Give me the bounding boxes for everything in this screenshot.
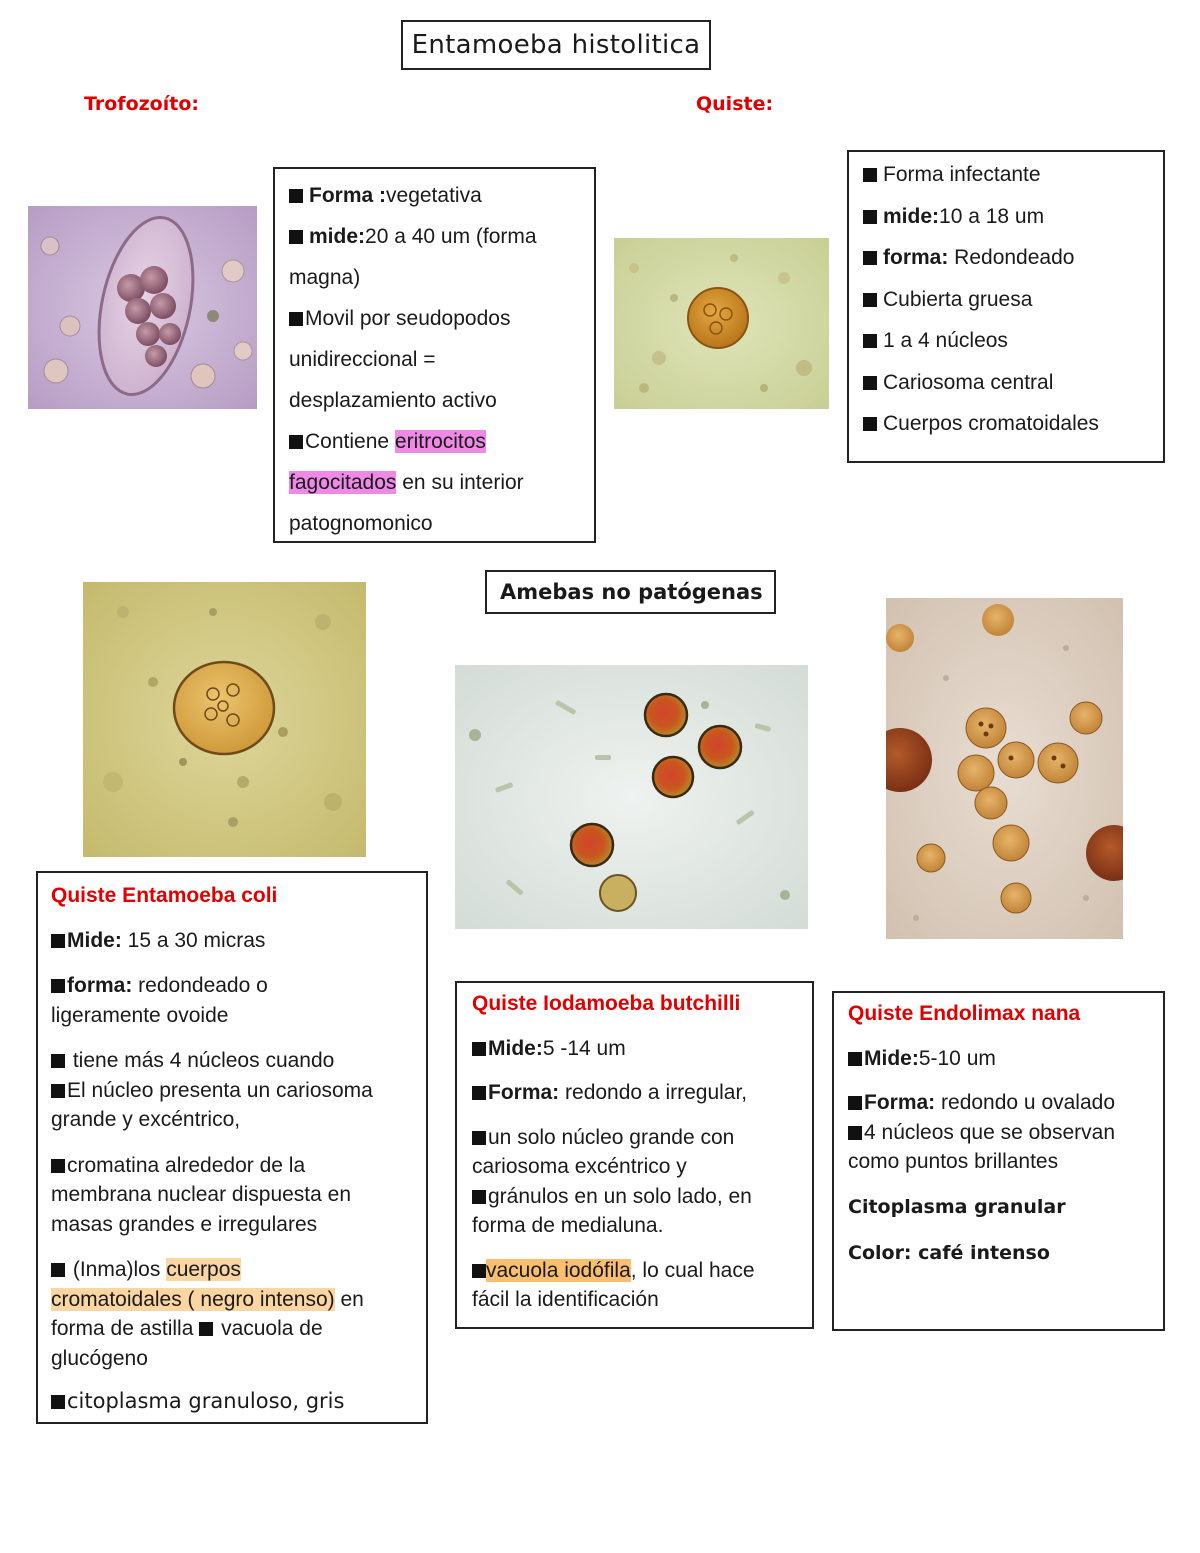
bullet-square-icon xyxy=(863,417,877,431)
bullet-square-icon xyxy=(472,1042,486,1056)
iod-vacuola-line xyxy=(472,1256,802,1286)
coli-forma-key: forma: xyxy=(67,974,133,997)
bullet-square-icon xyxy=(51,979,65,993)
coli-nucleo-line xyxy=(51,1076,416,1106)
bullet-square-icon xyxy=(848,1096,862,1110)
bullet-square-icon xyxy=(472,1086,486,1100)
endo-title: Quiste Endolimax nana xyxy=(848,1002,1081,1025)
trof-movil-line xyxy=(289,298,582,339)
iod-granulos-text: gránulos en un solo lado, en xyxy=(488,1184,752,1208)
quiste-line-2 xyxy=(863,196,1153,238)
coli-vacuola-text: vacuola de xyxy=(215,1317,323,1340)
coli-mide-value: 15 a 30 micras xyxy=(121,928,266,952)
trofozoito-label: Trofozoíto: xyxy=(84,93,199,115)
endo-mide-value: 5-10 um xyxy=(918,1046,996,1070)
trof-mide-line xyxy=(289,216,582,257)
quiste-line-5 xyxy=(863,320,1153,362)
bullet-square-icon xyxy=(863,293,877,307)
quiste-line-1 xyxy=(863,154,1153,196)
bullet-square-icon xyxy=(863,376,877,390)
coli-mide-line xyxy=(51,926,416,956)
coli-citoplasma-line xyxy=(51,1387,416,1417)
quiste-forma-infectante: Forma infectante xyxy=(883,163,1041,186)
iod-forma-line xyxy=(472,1078,802,1108)
iod-title: Quiste Iodamoeba butchilli xyxy=(472,992,741,1015)
coli-cromatoidales-highlight: cromatoidales ( negro intenso) xyxy=(51,1287,335,1311)
coli-mide-key: Mide: xyxy=(67,928,122,952)
endo-nucleos-line xyxy=(848,1118,1153,1148)
quiste-line-4 xyxy=(863,279,1153,321)
iod-vacuola-post: , lo cual hace xyxy=(630,1258,755,1282)
coli-cuerpos-pre: (Inma)los xyxy=(67,1258,167,1281)
trof-fagocitados-highlight: fagocitados xyxy=(289,471,397,494)
bullet-square-icon xyxy=(199,1322,213,1336)
amebas-no-patogenas-label xyxy=(485,570,776,614)
endo-nucleos-text: 4 núcleos que se observan xyxy=(864,1120,1116,1144)
bullet-square-icon xyxy=(51,1395,65,1409)
iod-vacuola-highlight: vacuola iodófila xyxy=(486,1258,631,1282)
page-title xyxy=(401,20,711,70)
quiste-label: Quiste: xyxy=(696,93,774,115)
endo-citoplasma-text: Citoplasma granular xyxy=(848,1195,1066,1218)
bullet-square-icon xyxy=(51,934,65,948)
trof-line-3: magna) xyxy=(289,266,361,289)
bullet-square-icon xyxy=(289,435,303,449)
coli-cuerpos-line xyxy=(51,1255,416,1285)
coli-astilla-text: forma de astilla xyxy=(51,1317,200,1340)
quiste-micrograph xyxy=(614,238,829,409)
trof-mide-value: 20 a 40 um (forma xyxy=(365,225,537,248)
trof-forma-value: vegetativa xyxy=(386,184,482,207)
coli-nucleos-text: tiene más 4 núcleos cuando xyxy=(67,1049,335,1072)
trof-contiene-text: Contiene xyxy=(305,430,395,453)
coli-forma-value-2: ligeramente ovoide xyxy=(51,1003,229,1027)
quiste-mide-key: mide: xyxy=(883,204,940,228)
bullet-square-icon xyxy=(848,1052,862,1066)
coli-cuerpos-highlight: cuerpos xyxy=(166,1258,241,1281)
trof-fagocitados-line xyxy=(289,462,582,503)
iodamoeba-box xyxy=(455,981,814,1329)
iod-forma-key: Forma: xyxy=(488,1081,560,1104)
iod-mide-line xyxy=(472,1034,802,1064)
trof-interior-text: en su interior xyxy=(396,471,524,494)
coli-title: Quiste Entamoeba coli xyxy=(51,884,278,907)
trofozoito-micrograph xyxy=(28,206,257,409)
quiste-cubierta: Cubierta gruesa xyxy=(883,287,1033,311)
bullet-square-icon xyxy=(289,230,303,244)
coli-cromatina-text: cromatina alrededor de la xyxy=(67,1153,306,1177)
endo-forma-key: Forma: xyxy=(864,1091,936,1114)
coli-astilla-line xyxy=(51,1314,416,1344)
trof-movil-text: Movil por seudopodos xyxy=(305,307,511,330)
trof-forma-line xyxy=(289,175,582,216)
quiste-forma-key: forma: xyxy=(883,246,949,269)
coli-cuerpos-post: en xyxy=(334,1287,364,1311)
page-title-text: Entamoeba histolitica xyxy=(411,30,701,60)
trof-forma-key: Forma : xyxy=(309,184,387,207)
iod-mide-value: 5 -14 um xyxy=(542,1036,626,1060)
trof-contiene-line xyxy=(289,421,582,462)
endolimax-micrograph xyxy=(886,598,1123,939)
bullet-square-icon xyxy=(472,1264,486,1278)
coli-forma-line xyxy=(51,971,416,1001)
bullet-square-icon xyxy=(848,1126,862,1140)
endo-forma-line xyxy=(848,1088,1153,1118)
bullet-square-icon xyxy=(863,168,877,182)
quiste-line-3 xyxy=(863,237,1153,279)
quiste-cuerpos: Cuerpos cromatoidales xyxy=(883,412,1099,435)
trof-line-9: patognomonico xyxy=(289,512,433,535)
bullet-square-icon xyxy=(863,251,877,265)
iod-forma-value: redondo a irregular, xyxy=(559,1081,748,1104)
bullet-square-icon xyxy=(289,312,303,326)
coli-cromatina-text-2: membrana nuclear dispuesta en xyxy=(51,1183,352,1206)
amebas-no-patogenas-text: Amebas no patógenas xyxy=(500,580,763,604)
coli-cromatina-text-3: masas grandes e irregulares xyxy=(51,1212,318,1236)
trof-eritrocitos-highlight: eritrocitos xyxy=(394,430,486,453)
endolimax-box xyxy=(832,991,1165,1331)
quiste-mide-value: 10 a 18 um xyxy=(939,204,1045,228)
bullet-square-icon xyxy=(51,1159,65,1173)
quiste-cariosoma: Cariosoma central xyxy=(883,370,1054,394)
iod-granulos-line xyxy=(472,1182,802,1212)
bullet-square-icon xyxy=(51,1263,65,1277)
bullet-square-icon xyxy=(863,334,877,348)
coli-cromatoidales-line xyxy=(51,1285,416,1315)
quiste-nucleos: 1 a 4 núcleos xyxy=(883,329,1008,352)
iod-nucleo-text: un solo núcleo grande con xyxy=(488,1125,735,1149)
endo-color-text: Color: café intenso xyxy=(848,1242,1050,1264)
coli-nucleos-line xyxy=(51,1046,416,1076)
trofozoito-info-box xyxy=(273,167,596,543)
bullet-square-icon xyxy=(51,1054,65,1068)
endo-nucleos-text-2: como puntos brillantes xyxy=(848,1150,1059,1173)
coli-cromatina-line xyxy=(51,1151,416,1181)
coli-forma-value: redondeado o xyxy=(132,974,268,997)
trof-line-5: unidireccional = xyxy=(289,348,436,371)
coli-nucleo-text-2: grande y excéntrico, xyxy=(51,1108,241,1131)
iod-nucleo-text-2: cariosoma excéntrico y xyxy=(472,1155,687,1178)
quiste-info-box xyxy=(847,150,1165,463)
trof-mide-key: mide: xyxy=(309,225,366,248)
entamoeba-coli-box xyxy=(36,871,428,1424)
quiste-forma-value: Redondeado xyxy=(948,246,1075,269)
trof-line-6: desplazamiento activo xyxy=(289,389,497,412)
bullet-square-icon xyxy=(472,1190,486,1204)
quiste-line-7 xyxy=(863,403,1153,445)
bullet-square-icon xyxy=(51,1084,65,1098)
coli-glucogeno-text: glucógeno xyxy=(51,1346,148,1370)
endo-forma-value: redondo u ovalado xyxy=(935,1091,1115,1114)
endo-mide-key: Mide: xyxy=(864,1046,919,1070)
iod-mide-key: Mide: xyxy=(488,1036,543,1060)
coli-citoplasma-text: citoplasma granuloso, gris xyxy=(67,1389,345,1413)
bullet-square-icon xyxy=(472,1131,486,1145)
entamoeba-coli-micrograph xyxy=(83,582,366,857)
coli-nucleo-text: El núcleo presenta un cariosoma xyxy=(67,1078,373,1102)
bullet-square-icon xyxy=(863,210,877,224)
iod-vacuola-text-2: fácil la identificación xyxy=(472,1288,659,1311)
iod-nucleo-line xyxy=(472,1123,802,1153)
quiste-line-6 xyxy=(863,362,1153,404)
iod-granulos-text-2: forma de medialuna. xyxy=(472,1214,664,1237)
bullet-square-icon xyxy=(289,189,303,203)
iodamoeba-micrograph xyxy=(455,665,808,929)
endo-mide-line xyxy=(848,1044,1153,1074)
